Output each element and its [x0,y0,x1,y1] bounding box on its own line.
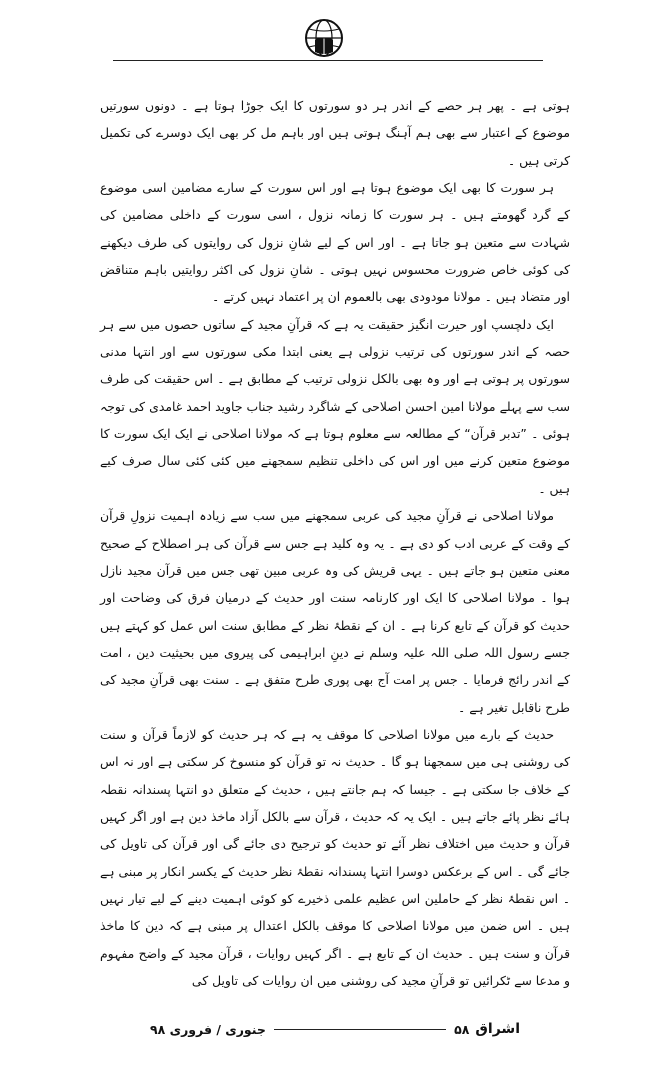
article-paragraph: مولانا اصلاحی نے قرآنِ مجید کی عربی سمجھنے میں سب سے زیادہ اہمیت نزولِ قرآن کے وقت کے عربی ادب کو دی ہے ۔ یہ وہ کلید ہے جس سے قرآن کی ہر اصطلاح کے صحیح معنی متعین ہو جاتے ہیں ۔ یہی قریش کی وہ عربی مبین تھی جس میں قرآن مجید نازل ہوا ۔ مولانا اصلاحی کا ایک اور کارنامہ سنت اور حدیث کے درمیان فرق کی وضاحت اور حدیث کو قرآن کے تابع کرنا ہے ۔ ان کے نقطۂ نظر کے مطابق سنت اس عمل کو کہتے ہیں جسے رسول اللہ صلی اللہ علیہ وسلم نے دینِ ابراہیمی کی پیروی میں بحیثیت دین ، امت کے اندر رائج فرمایا ۔ جس پر امت آج بھی پوری طرح متفق ہے ۔ سنت بھی قرآنِ مجید کی طرح ناقابل تغیر ہے ۔ [100,508,570,715]
article-paragraph: حدیث کے بارے میں مولانا اصلاحی کا موقف یہ ہے کہ ہر حدیث کو لازماً قرآن و سنت کی روشنی ہی میں سمجھنا ہو گا ۔ حدیث نہ تو قرآن کو منسوخ کر سکتی ہے اور نہ اس کے خلاف جا سکتی ہے ۔ جیسا کہ ہم جانتے ہیں ، حدیث کے متعلق دو انتہا پسندانہ نقطہ ہائے نظر پائے جاتے ہیں ۔ ایک یہ کہ حدیث ، قرآن سے بالکل آزاد ماخذ دین ہے اور اگر کہیں قرآن و حدیث میں اختلاف نظر آئے تو حدیث کو ترجیح دی جائے گی اور قرآن کی تاویل کی جائے گی ۔ اس کے برعکس دوسرا انتہا پسندانہ نقطۂ نظر حدیث کے یکسر انکار پر مبنی ہے ۔ اس نقطۂ نظر کے حاملین اس عظیم علمی ذخیرے کو کوئی اہمیت دینے کے لیے تیار نہیں ہیں ۔ اس ضمن میں مولانا اصلاحی کا موقف بالکل اعتدال پر مبنی ہے کہ دین کا ماخذ قرآن و سنت ہیں ۔ حدیث ان کے تابع ہے ۔ اگر کہیں روایات ، قرآن مجید کے واضح مفہوم و مدعا سے ٹکرائیں تو قرآنِ مجید کی روشنی میں ان روایات کی تاویل کی [100,726,570,988]
globe-emblem-icon [302,16,346,60]
footer-page-number: ۵۸ [454,1021,470,1037]
footer-journal-name: اشراق [475,1021,520,1037]
article-paragraph: ہر سورت کا بھی ایک موضوع ہوتا ہے اور اس سورت کے سارے مضامین اسی موضوع کے گرد گھومتے ہیں ۔ ہر سورت کا زمانہ نزول ، اسی سورت کے داخلی مضامین کی شہادت سے متعین ہو جاتا ہے ۔ اور اس کے لیے شانِ نزول کی روایتوں کی طرف دیکھنے کی کوئی خاص ضرورت محسوس نہیں ہوتی ۔ شانِ نزول کی اکثر روایتیں باہم متناقض اور متضاد ہیں ۔ مولانا مودودی بھی بالعموم ان پر اعتماد نہیں کرتے ۔ [100,180,570,305]
footer-issue-date: جنوری / فروری ۹۸ [150,1021,266,1037]
article-paragraph: ہوتی ہے ۔ پھر ہر حصے کے اندر ہر دو سورتوں کا ایک جوڑا ہوتا ہے ۔ دونوں سورتیں موضوع کے اعتبار سے بھی ہم آہنگ ہوتی ہیں اور باہم مل کر بھی ایک دوسرے کی تکمیل کرتی ہیں ۔ [100,98,570,168]
header-rule [113,60,543,61]
article-paragraph: ایک دلچسپ اور حیرت انگیز حقیقت یہ ہے کہ قرآنِ مجید کے ساتوں حصوں میں سے ہر حصہ کے اندر سورتوں کی ترتیب نزولی ہے یعنی ابتدا مکی سورتوں سے اور انتہا مدنی سورتوں پر ہوتی ہے اور وہ بھی بالکل نزولی ترتیب کے مطابق ہے ۔ اس حقیقت کی طرف سب سے پہلے مولانا امین احسن اصلاحی کے شاگرد رشید جناب جاوید احمد غامدی کی توجہ ہوئی ۔ ”تدبر قرآن“ کے مطالعہ سے معلوم ہوتا ہے کہ مولانا اصلاحی نے ایک ایک سورت کا موضوع متعین کرنے میں اور اس کی داخلی تنظیم سمجھنے میں کئی کئی سال صرف کیے ہیں ۔ [100,316,570,496]
page-footer [150,1014,520,1044]
footer-rule [274,1029,446,1030]
article-body [100,92,570,994]
